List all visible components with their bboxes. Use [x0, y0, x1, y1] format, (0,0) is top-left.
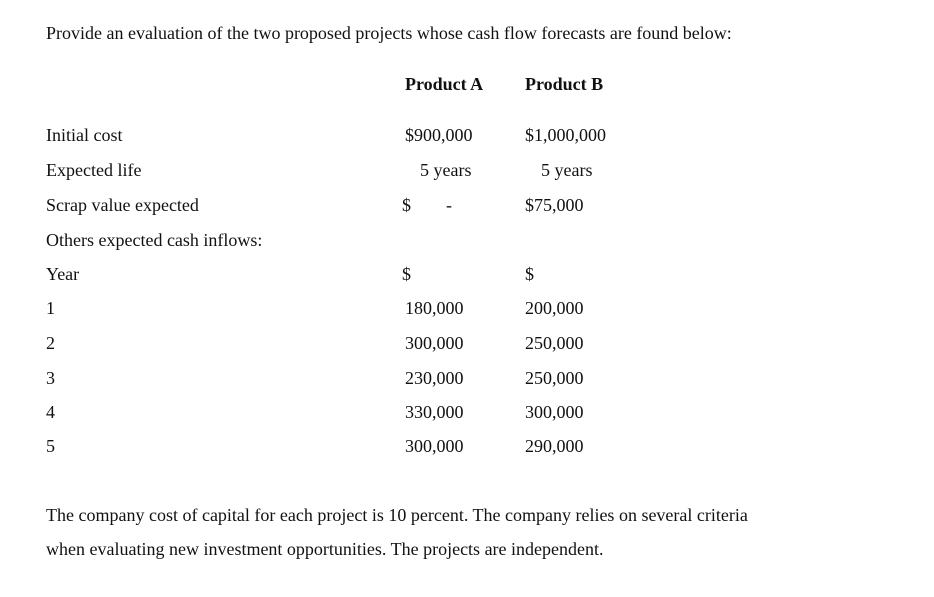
year-value-a: 230,000 — [405, 368, 464, 388]
label-other-inflows: Others expected cash inflows: — [46, 230, 263, 250]
year-value-b: 200,000 — [525, 298, 584, 318]
label-initial-cost: Initial cost — [46, 125, 123, 145]
year-value-b: 250,000 — [525, 368, 584, 388]
initial-cost-a: $900,000 — [405, 125, 473, 145]
year-label: 3 — [46, 368, 55, 388]
year-value-b: 300,000 — [525, 402, 584, 422]
year-currency-b: $ — [525, 264, 534, 284]
label-scrap-value: Scrap value expected — [46, 195, 199, 215]
intro-text: Provide an evaluation of the two proposed projects whose cash flow forecasts are found below: — [46, 23, 732, 43]
expected-life-a: 5 years — [420, 160, 472, 180]
year-value-b: 250,000 — [525, 333, 584, 353]
year-label: 4 — [46, 402, 55, 422]
scrap-value-a-value: - — [446, 195, 452, 215]
scrap-value-a-symbol: $ — [402, 195, 411, 215]
year-label: 5 — [46, 436, 55, 456]
year-value-a: 300,000 — [405, 333, 464, 353]
initial-cost-b: $1,000,000 — [525, 125, 606, 145]
year-label: 1 — [46, 298, 55, 318]
year-value-b: 290,000 — [525, 436, 584, 456]
scrap-value-b: $75,000 — [525, 195, 584, 215]
label-year: Year — [46, 264, 80, 284]
closing-paragraph — [46, 498, 906, 566]
label-expected-life: Expected life — [46, 160, 142, 180]
closing-line-2: when evaluating new investment opportunities. The projects are independent. — [46, 539, 604, 559]
expected-life-b: 5 years — [541, 160, 593, 180]
header-product-a: Product A — [405, 74, 484, 94]
year-value-a: 300,000 — [405, 436, 464, 456]
year-value-a: 330,000 — [405, 402, 464, 422]
header-product-b: Product B — [525, 74, 604, 94]
year-value-a: 180,000 — [405, 298, 464, 318]
closing-line-1: The company cost of capital for each project is 10 percent. The company relies on several criteria — [46, 505, 748, 525]
year-currency-a: $ — [402, 264, 411, 284]
year-label: 2 — [46, 333, 55, 353]
